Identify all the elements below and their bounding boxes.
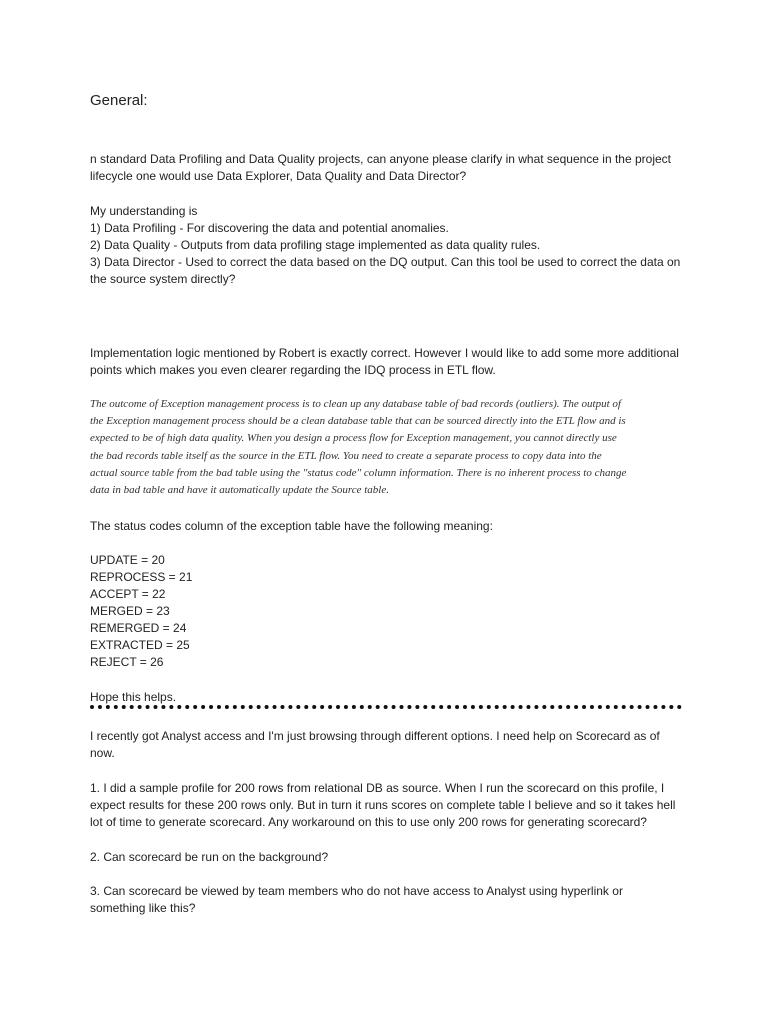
text-line: n standard Data Profiling and Data Quality projects, can anyone please clarify in what sequence in the project [90,152,672,166]
status-code-item: REPROCESS = 21 [90,570,193,584]
status-code-item: EXTRACTED = 25 [90,638,190,652]
text-line: 2) Data Quality - Outputs from data profiling stage implemented as data quality rules. [90,238,541,252]
text-line: points which makes you even clearer regarding the IDQ process in ETL flow. [90,363,496,377]
text-line: expect results for these 200 rows only. But in turn it runs scores on complete table I believe and so it takes hell [90,798,676,812]
status-intro [90,518,682,535]
status-code-list [90,552,682,671]
question-2-item-3 [90,883,682,917]
text-line: lot of time to generate scorecard. Any workaround on this to use only 200 rows for generating scorecard? [90,815,647,829]
text-line: The outcome of Exception management process is to clean up any database table of bad records (outliers). The output of [90,398,621,410]
question-2-item-2 [90,849,682,866]
question-1-paragraph [90,151,682,185]
closing-line [90,689,682,706]
status-code-item: REMERGED = 24 [90,621,187,635]
text-line: actual source table from the bad table using the "status code" column information. There is no inherent process to change [90,466,627,479]
text-line: 3) Data Director - Used to correct the data based on the DQ output. Can this tool be used to correct the data on [90,255,681,269]
text-line: 3. Can scorecard be viewed by team members who do not have access to Analyst using hyperlink or [90,884,623,898]
question-2-intro [90,728,682,762]
section-heading: General: [90,92,148,109]
understanding-list [90,203,682,288]
question-2-item-1 [90,780,682,831]
text-line: Implementation logic mentioned by Robert is exactly correct. However I would like to add some more additional [90,346,679,360]
text-line: I recently got Analyst access and I'm just browsing through different options. I need help on Scorecard as of [90,729,660,743]
text-line: The status codes column of the exception table have the following meaning: [90,519,493,533]
text-line: the bad records table itself as the source in the ETL flow. You need to create a separate process to copy data into the [90,449,602,462]
status-code-item: MERGED = 23 [90,604,170,618]
quoted-exception-text [90,396,682,499]
text-line: the Exception management process should be a clean database table that can be sourced directly into the ETL flow and is [90,415,626,428]
answer-intro-paragraph [90,345,682,379]
text-line: the source system directly? [90,272,236,286]
text-line: 1) Data Profiling - For discovering the data and potential anomalies. [90,221,449,235]
dotted-divider [90,705,682,709]
text-line: lifecycle one would use Data Explorer, Data Quality and Data Director? [90,169,467,183]
text-line: expected to be of high data quality. When you design a process flow for Exception management, you cannot directly use [90,432,617,445]
text-line: My understanding is [90,204,198,218]
text-line: data in bad table and have it automatically update the Source table. [90,484,389,497]
text-line: Hope this helps. [90,690,177,704]
text-line: something like this? [90,901,196,915]
text-line: now. [90,746,115,760]
text-line: 1. I did a sample profile for 200 rows from relational DB as source. When I run the scorecard on this profile, I [90,781,665,795]
text-line: 2. Can scorecard be run on the background? [90,850,329,864]
status-code-item: REJECT = 26 [90,655,164,669]
status-code-item: UPDATE = 20 [90,553,165,567]
status-code-item: ACCEPT = 22 [90,587,166,601]
